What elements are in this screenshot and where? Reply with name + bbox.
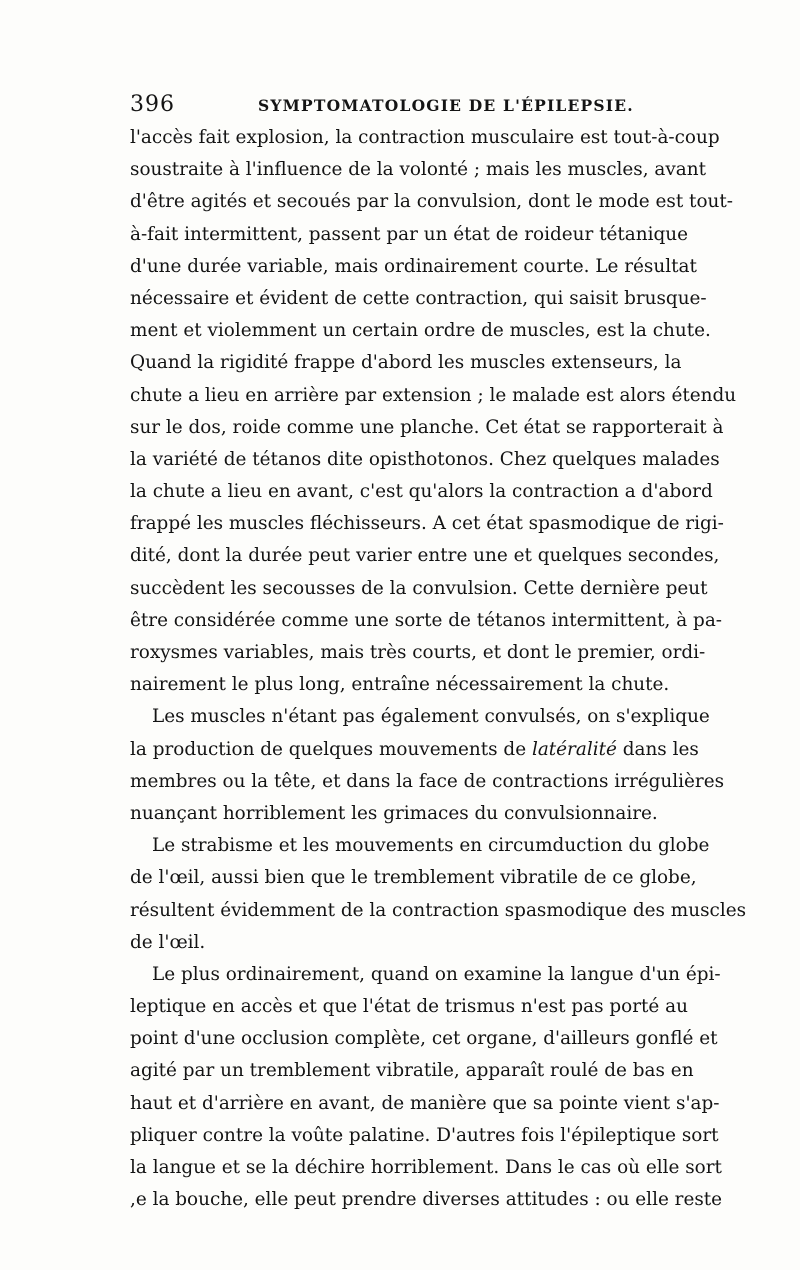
text-line: roxysmes variables, mais très courts, et dont le premier, ordi- <box>130 642 706 663</box>
text-line: leptique en accès et que l'état de trismus n'est pas porté au <box>130 996 688 1018</box>
text-line: Le plus ordinairement, quand on examine la langue d'un épi- <box>152 963 721 985</box>
text-line: Les muscles n'étant pas également convulsés, on s'explique <box>152 706 710 728</box>
text-segment: la production de quelques mouvements de <box>130 738 527 760</box>
paragraph <box>130 959 723 1217</box>
paragraph <box>130 701 725 830</box>
text-line: la chute a lieu en avant, c'est qu'alors la contraction a d'abord <box>130 481 713 503</box>
text-line: à-fait intermittent, passent par un état de roideur tétanique <box>130 223 688 245</box>
text-line: nuançant horriblement les grimaces du convulsionnaire. <box>130 802 658 824</box>
text-line: résultent évidemment de la contraction spasmodique des muscles <box>130 899 747 921</box>
text-line: chute a lieu en arrière par extension ; le malade est alors étendu <box>130 384 737 406</box>
page-number: 396 <box>130 92 175 117</box>
text-line: frappé les muscles fléchisseurs. A cet état spasmodique de rigi- <box>130 513 724 535</box>
text-line: de l'œil. <box>130 931 206 953</box>
text-line: succèdent les secousses de la convulsion. Cette dernière peut <box>130 577 708 599</box>
text-line: soustraite à l'influence de la volonté ; mais les muscles, avant <box>130 159 706 181</box>
running-title: SYMPTOMATOLOGIE DE L'ÉPILEPSIE. <box>258 96 634 115</box>
text-line: Quand la rigidité frappe d'abord les muscles extenseurs, la <box>130 352 682 374</box>
text-line: de l'œil, aussi bien que le tremblement vibratile de ce globe, <box>130 867 697 889</box>
text-line <box>130 734 699 766</box>
running-head <box>130 92 680 122</box>
text-line: l'accès fait explosion, la contraction musculaire est tout-à-coup <box>130 127 720 148</box>
text-segment: dans les <box>622 738 699 760</box>
text-line: être considérée comme une sorte de tétanos intermittent, à pa- <box>130 609 723 631</box>
text-line: ment et violemment un certain ordre de muscles, est la chute. <box>130 320 711 342</box>
text-line: point d'une occlusion complète, cet organe, d'ailleurs gonflé et <box>130 1028 718 1050</box>
text-line: pliquer contre la voûte palatine. D'autres fois l'épileptique sort <box>130 1124 719 1146</box>
text-line: membres ou la tête, et dans la face de contractions irrégulières <box>130 770 725 792</box>
text-line: Le strabisme et les mouvements en circumduction du globe <box>152 835 710 857</box>
text-line: agité par un tremblement vibratile, apparaît roulé de bas en <box>130 1060 694 1082</box>
text-line: d'être agités et secoués par la convulsion, dont le mode est tout- <box>130 191 733 213</box>
text-line: nairement le plus long, entraîne nécessairement la chute. <box>130 674 670 696</box>
text-line: haut et d'arrière en avant, de manière que sa pointe vient s'ap- <box>130 1092 720 1114</box>
paragraph <box>130 830 747 959</box>
body-text <box>130 122 747 1216</box>
text-line: ,e la bouche, elle peut prendre diverses attitudes : ou elle reste <box>130 1189 723 1211</box>
text-line: d'une durée variable, mais ordinairement courte. Le résultat <box>130 255 697 277</box>
paragraph <box>130 122 737 701</box>
text-line: nécessaire et évident de cette contraction, qui saisit brusque- <box>130 287 707 309</box>
text-line: la langue et se la déchire horriblement. Dans le cas où elle sort <box>130 1157 722 1178</box>
italic-term: latéralité <box>531 738 617 760</box>
text-line: dité, dont la durée peut varier entre une et quelques secondes, <box>130 545 720 567</box>
text-line: la variété de tétanos dite opisthotonos. Chez quelques malades <box>130 448 720 470</box>
text-line: sur le dos, roide comme une planche. Cet état se rapporterait à <box>130 416 724 438</box>
